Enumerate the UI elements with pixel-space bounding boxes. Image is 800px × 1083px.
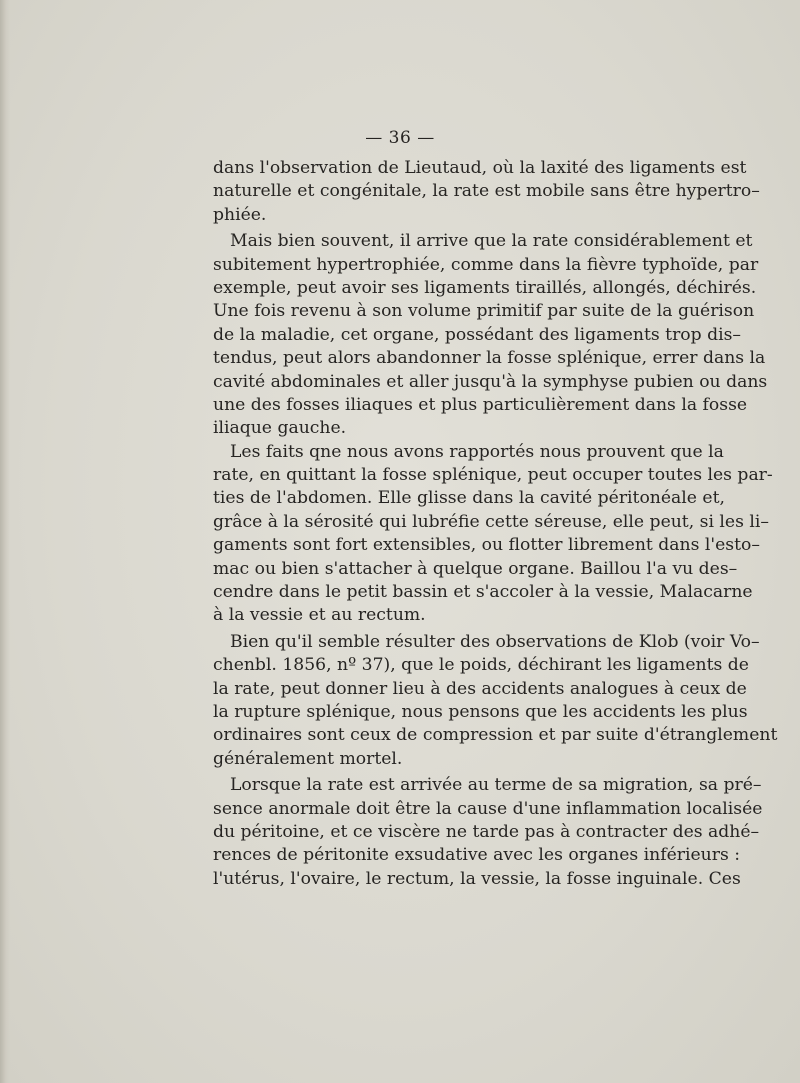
text-line: rences de péritonite exsudative avec les organes inférieurs : [213,845,741,866]
text-line: cavité abdominales et aller jusqu'à la symphyse pubien ou dans [213,371,768,392]
text-line: tendus, peut alors abandonner la fosse splénique, errer dans la [213,348,766,369]
text-line: mac ou bien s'attacher à quelque organe. Baillou l'a vu des– [213,558,738,579]
text-line: la rupture splénique, nous pensons que les accidents les plus [213,701,748,722]
page-binding-edge [0,0,10,1083]
text-line: une des fosses iliaques et plus particulièrement dans la fosse [213,394,748,415]
text-line: iliaque gauche. [213,418,347,439]
text-line: ordinaires sont ceux de compression et par suite d'étranglement [213,725,778,746]
text-line: subitement hypertrophiée, comme dans la fièvre typhoïde, par [213,254,759,275]
text-line: naturelle et congénitale, la rate est mobile sans être hypertro– [213,181,760,202]
text-line: grâce à la sérosité qui lubréfie cette séreuse, elle peut, si les li– [213,511,769,532]
paragraph [213,441,773,628]
text-line: Bien qu'il semble résulter des observations de Klob (voir Vo– [230,631,760,652]
text-line: sence anormale doit être la cause d'une inflammation localisée [213,798,763,819]
text-line: gaments sont fort extensibles, ou flotter librement dans l'esto– [213,535,760,556]
text-line: cendre dans le petit bassin et s'accoler à la vessie, Malacarne [213,582,753,603]
text-line: Mais bien souvent, il arrive que la rate considérablement et [230,231,753,252]
text-line: chenbl. 1856, nº 37), que le poids, déchirant les ligaments de [213,655,749,676]
text-line: généralement mortel. [213,748,403,769]
text-line: phiée. [213,204,267,225]
text-line: du péritoine, et ce viscère ne tarde pas à contracter des adhé– [213,821,760,842]
text-line: l'utérus, l'ovaire, le rectum, la vessie, la fosse inguinale. Ces [213,868,741,889]
text-line: dans l'observation de Lieutaud, où la laxité des ligaments est [213,158,747,178]
page-number: — 36 — [365,128,435,148]
text-line: exemple, peut avoir ses ligaments tiraillés, allongés, déchirés. [213,277,757,298]
text-line: la rate, peut donner lieu à des accidents analogues à ceux de [213,678,747,699]
text-line: ties de l'abdomen. Elle glisse dans la cavité péritonéale et, [213,488,725,509]
text-line: à la vessie et au rectum. [213,605,426,626]
text-line: rate, en quittant la fosse splénique, peut occuper toutes les par- [213,465,773,486]
text-line: Lorsque la rate est arrivée au terme de sa migration, sa pré– [230,775,762,796]
body-text [213,157,778,891]
text-line: Une fois revenu à son volume primitif par suite de la guérison [213,301,755,322]
paragraph [213,631,778,771]
text-line: Les faits qne nous avons rapportés nous prouvent que la [230,441,724,462]
paragraph [213,774,763,891]
paragraph [213,157,760,227]
paragraph [213,230,768,441]
text-line: de la maladie, cet organe, possédant des ligaments trop dis– [213,324,742,345]
